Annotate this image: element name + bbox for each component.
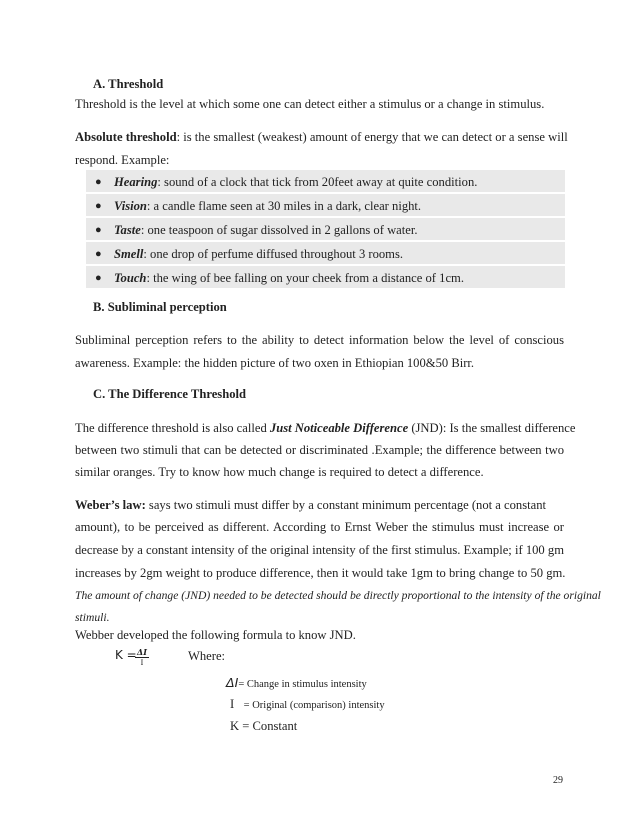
bullet-icon: ● [95,272,102,284]
bullet-term: Vision [114,199,147,213]
difference-line2: between two stimuli that can be detected or discriminated .Example; the difference between two [75,443,564,457]
subliminal-line1: Subliminal perception refers to the ability to detect information below the level of conscious [75,333,564,347]
bullet-item-vision [114,199,421,214]
absolute-threshold-line2: respond. Example: [75,153,170,167]
bullet-text: : one teaspoon of sugar dissolved in 2 gallons of water. [140,223,418,237]
weber-line4: increases by 2gm weight to produce difference, then it would take 1gm to bring change to 50 gm. [75,566,566,580]
weber-line2: amount), to be perceived as different. According to Ernst Weber the stimulus must increase or [75,520,564,534]
bullet-term: Touch [114,271,147,285]
absolute-threshold-term: Absolute threshold [75,130,177,144]
weber-italic-line1: The amount of change (JND) needed to be detected should be directly proportional to the intensity of the original [75,589,601,602]
bullet-text: : the wing of bee falling on your cheek from a distance of 1cm. [146,271,464,285]
formula-numerator: ΔI [135,648,149,658]
formula-def-i [230,697,385,712]
formula-def-delta [226,675,367,691]
bullet-item-taste [114,223,418,238]
bullet-text: : one drop of perfume diffused throughout 3 rooms. [143,247,404,261]
difference-line1 [75,421,575,436]
bullet-icon: ● [95,248,102,260]
formula-def-k [230,719,297,734]
difference-line3: similar oranges. Try to know how much change is required to detect a difference. [75,465,484,479]
bullet-item-touch [114,271,464,286]
formula-def-symbol: K [230,719,240,733]
difference-line1-post: (JND): Is the smallest difference [408,421,576,435]
section-c-heading: C. The Difference Threshold [93,387,246,401]
formula-fraction [135,648,149,667]
section-a-heading: A. Threshold [93,77,164,91]
bullet-text: : a candle flame seen at 30 miles in a dark, clear night. [146,199,422,213]
bullet-term: Hearing [114,175,158,189]
formula-def-symbol: I [230,697,235,711]
formula-def-text: = Original (comparison) intensity [243,700,385,711]
jnd-term: Just Noticeable Difference [269,421,409,435]
formula-denominator: I [140,658,144,667]
formula-lhs: K = [115,648,137,662]
bullet-text: : sound of a clock that tick from 20feet away at quite condition. [157,175,478,189]
formula-intro: Webber developed the following formula to know JND. [75,628,356,642]
formula-def-text: = Constant [242,719,298,733]
threshold-definition: Threshold is the level at which some one can detect either a stimulus or a change in stimulus. [75,97,545,111]
section-b-heading: B. Subliminal perception [93,300,227,314]
weber-line3: decrease by a constant intensity of the original intensity of the first stimulus. Example; if 100 gm [75,543,564,557]
absolute-threshold-line1 [75,130,568,145]
bullet-item-smell [114,247,403,262]
bullet-icon: ● [95,200,102,212]
formula-where: Where: [188,649,226,663]
formula-def-text: = Change in stimulus intensity [238,679,367,690]
difference-line1-pre: The difference threshold is also called [75,421,270,435]
subliminal-line2: awareness. Example: the hidden picture of two oxen in Ethiopian 100&50 Birr. [75,356,475,370]
bullet-item-hearing [114,175,477,190]
page-number: 29 [553,775,563,786]
bullet-icon: ● [95,224,102,236]
bullet-term: Smell [114,247,144,261]
weber-line1-text: says two stimuli must differ by a constant minimum percentage (not a constant [145,498,547,512]
bullet-icon: ● [95,176,102,188]
weber-italic-line2: stimuli. [75,611,110,624]
weber-term: Weber’s law: [75,498,146,512]
formula-def-symbol: ΔI [226,675,239,690]
absolute-threshold-text: : is the smallest (weakest) amount of energy that we can detect or a sense will [176,130,568,144]
weber-line1 [75,498,546,513]
bullet-term: Taste [114,223,141,237]
